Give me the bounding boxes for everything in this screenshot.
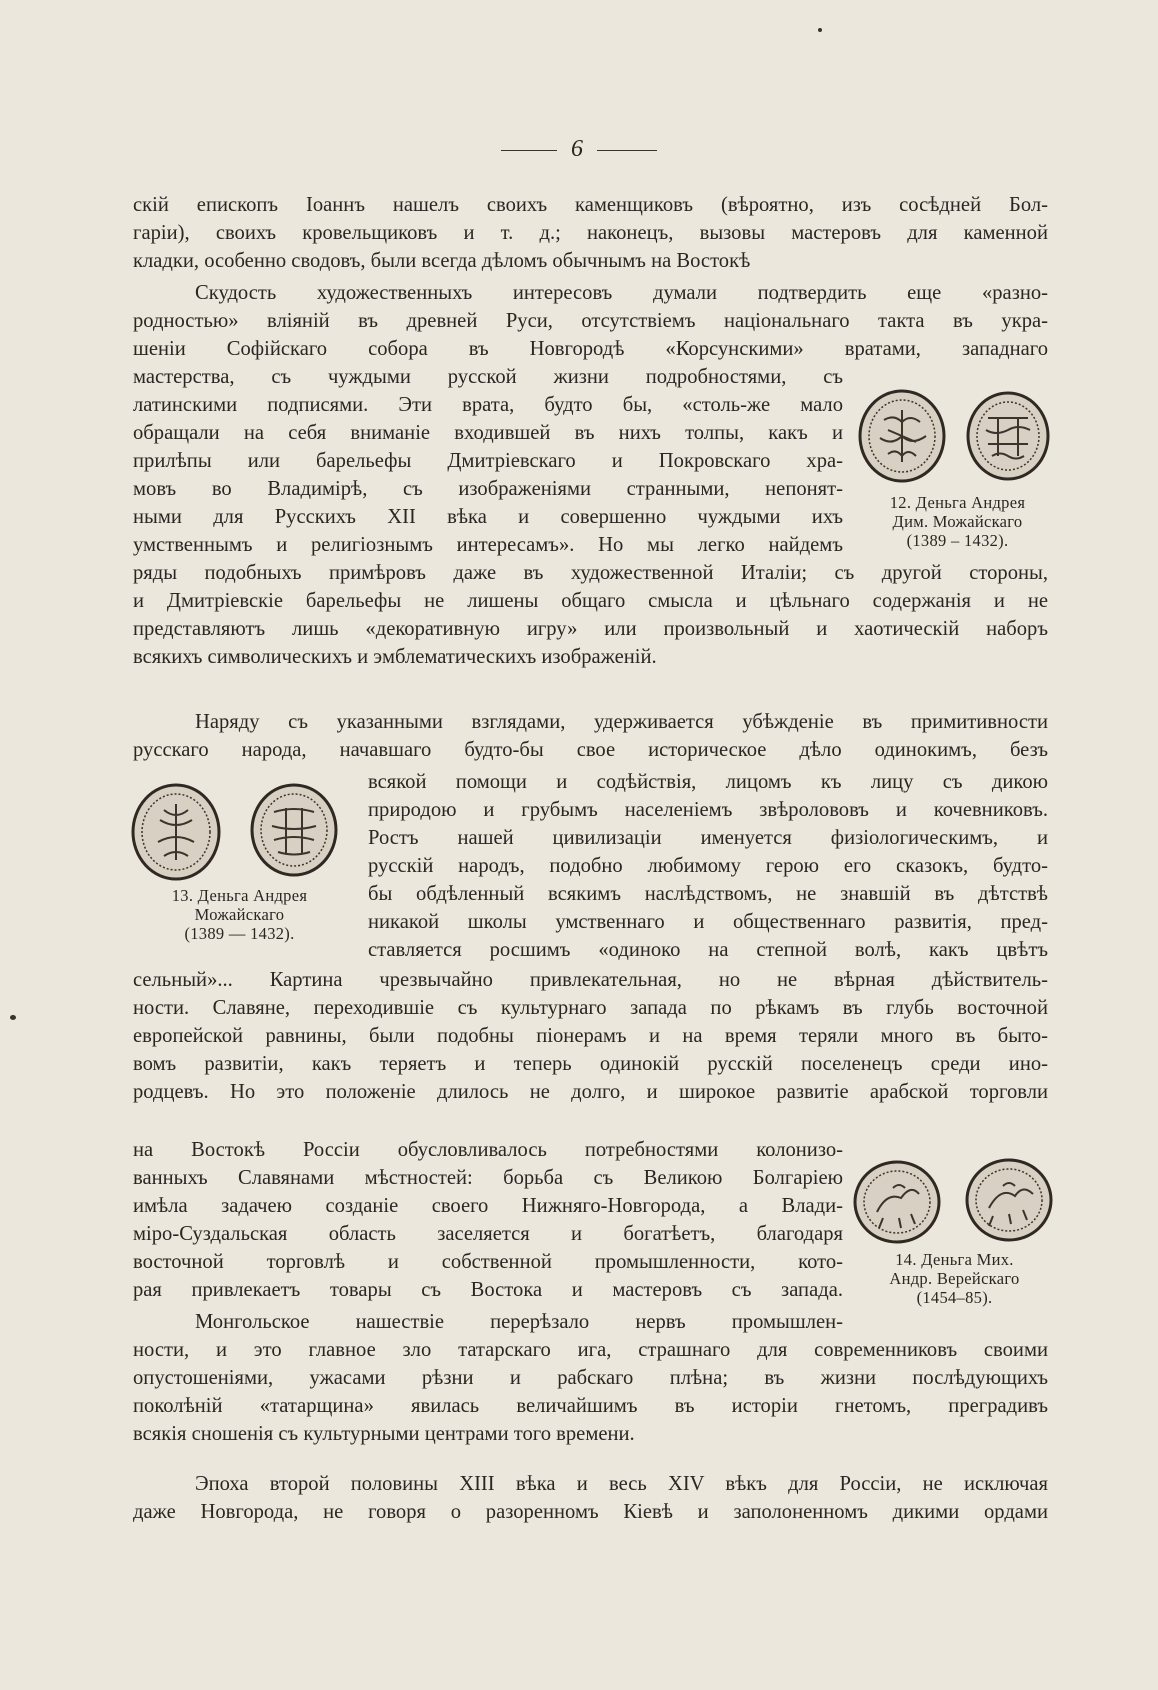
text-line: родностью» вліяній въ древней Руси, отсутствіемъ національнаго такта въ укра- bbox=[133, 310, 1048, 332]
coin-obverse bbox=[133, 785, 219, 879]
caption-line: Дим. Можайскаго bbox=[892, 512, 1023, 531]
figure-12-caption bbox=[855, 493, 1060, 550]
text-line: ности. Славяне, переходившіе съ культурнаго запада по рѣкамъ въ глубь восточной bbox=[133, 997, 1048, 1019]
text-line: ными для Русскихъ XII вѣка и совершенно чуждыми ихъ bbox=[133, 506, 843, 528]
coin-pair-illustration bbox=[130, 782, 342, 882]
figure-13-caption bbox=[132, 886, 347, 943]
caption-line: Можайскаго bbox=[194, 905, 285, 924]
text-line: гаріи), своихъ кровельщиковъ и т. д.; наконецъ, вызовы мастеровъ для каменной bbox=[133, 222, 1048, 244]
page-number bbox=[0, 136, 1158, 163]
text-line: всякія сношенія съ культурными центрами того времени. bbox=[133, 1423, 635, 1445]
text-line: Наряду съ указанными взглядами, удерживается убѣжденіе въ примитивности bbox=[195, 711, 1048, 733]
coin-obverse bbox=[860, 391, 944, 481]
text-line: обращали на себя вниманіе входившей въ нихъ толпы, какъ и bbox=[133, 422, 843, 444]
text-line: европейской равнины, были подобны піонерамъ и на время теряли много въ быто- bbox=[133, 1025, 1048, 1047]
text-line: латинскими подписями. Эти врата, будто бы, «столь-же мало bbox=[133, 394, 843, 416]
text-line: рая привлекаетъ товары съ Востока и мастеровъ съ запада. bbox=[133, 1279, 843, 1301]
ink-speck bbox=[10, 1015, 16, 1020]
text-line: ряды подобныхъ примѣровъ даже въ художественной Италіи; съ другой стороны, bbox=[133, 562, 1048, 584]
text-line: природою и грубымъ населеніемъ звѣролововъ и кочевниковъ. bbox=[368, 799, 1048, 821]
text-line: Эпоха второй половины XIII вѣка и весь XIV вѣкъ для Россіи, не исключая bbox=[195, 1473, 1048, 1495]
text-line: ности, и это главное зло татарскаго ига, страшнаго для современниковъ своими bbox=[133, 1339, 1048, 1361]
text-line: прилѣпы или барельефы Дмитріевскаго и Покровскаго хра- bbox=[133, 450, 843, 472]
text-line: Ростъ нашей цивилизаціи именуется физіологическимъ, и bbox=[368, 827, 1048, 849]
text-line: скій епископъ Іоаннъ нашелъ своихъ каменщиковъ (вѣроятно, изъ сосѣдней Бол- bbox=[133, 194, 1048, 216]
text-line: русскаго народа, начавшаго будто-бы свое историческое дѣло одинокимъ, безъ bbox=[133, 739, 1048, 761]
text-line: поколѣній «татарщина» явилась величайшимъ въ исторіи гнетомъ, преградивъ bbox=[133, 1395, 1048, 1417]
text-line: сельный»... Картина чрезвычайно привлекательная, но не вѣрная дѣйствитель- bbox=[133, 969, 1048, 991]
text-line: міро-Суздальская область заселяется и богатѣетъ, благодаря bbox=[133, 1223, 843, 1245]
page-number-rule-left bbox=[501, 150, 557, 151]
caption-line: 13. Деньга Андрея bbox=[171, 886, 308, 905]
text-line: никакой школы умственнаго и общественнаго развитія, пред- bbox=[368, 911, 1048, 933]
text-line: восточной торговлѣ и собственной промышленности, кото- bbox=[133, 1251, 843, 1273]
caption-line: Андр. Верейскаго bbox=[889, 1269, 1020, 1288]
caption-line: (1389 — 1432). bbox=[184, 924, 295, 943]
figure-14-caption bbox=[852, 1250, 1057, 1307]
coin-reverse bbox=[967, 1160, 1051, 1240]
coin-reverse bbox=[252, 785, 336, 875]
ink-speck bbox=[818, 28, 822, 32]
text-line: даже Новгорода, не говоря о разоренномъ Кіевѣ и заполоненномъ дикими ордами bbox=[133, 1501, 1048, 1523]
text-line: и Дмитріевскіе барельефы не лишены общаго смысла и цѣльнаго содержанія и не bbox=[133, 590, 1048, 612]
caption-line: 12. Деньга Андрея bbox=[889, 493, 1026, 512]
figure-14-coins bbox=[853, 1158, 1053, 1244]
text-line: русскій народъ, подобно любимому герою его сказокъ, будто- bbox=[368, 855, 1048, 877]
caption-line: (1454–85). bbox=[916, 1288, 993, 1307]
text-line: умственнымъ и религіознымъ интересамъ». Но мы легко найдемъ bbox=[133, 534, 843, 556]
text-line: бы обдѣленный всякимъ наслѣдствомъ, не знавшій въ дѣтствѣ bbox=[368, 883, 1048, 905]
text-line: ванныхъ Славянами мѣстностей: борьба съ Великою Болгаріею bbox=[133, 1167, 843, 1189]
text-line: Монгольское нашествіе перерѣзало нервъ промышлен- bbox=[195, 1311, 843, 1333]
text-line: вомъ развитіи, какъ теряетъ и теперь одинокій русскій поселенецъ среди ино- bbox=[133, 1053, 1048, 1075]
text-line: мастерства, съ чуждыми русской жизни подробностями, съ bbox=[133, 366, 843, 388]
text-line: на Востокѣ Россіи обусловливалось потребностями колонизо- bbox=[133, 1139, 843, 1161]
text-line: Скудость художественныхъ интересовъ думали подтвердить еще «разно- bbox=[195, 282, 1048, 304]
coin-pair-illustration bbox=[858, 386, 1054, 486]
text-line: родцевъ. Но это положеніе длилось не долго, и широкое развитіе арабской торговли bbox=[133, 1081, 1048, 1103]
text-line: кладки, особенно сводовъ, были всегда дѣломъ обычнымъ на Востокѣ bbox=[133, 250, 751, 272]
coin-obverse bbox=[855, 1162, 939, 1242]
text-line: шеніи Софійскаго собора въ Новгородѣ «Корсунскими» вратами, западнаго bbox=[133, 338, 1048, 360]
text-line: представляютъ лишь «декоративную игру» или произвольный и хаотическій наборъ bbox=[133, 618, 1048, 640]
coin-reverse bbox=[968, 393, 1048, 479]
caption-line: (1389 – 1432). bbox=[906, 531, 1009, 550]
figure-13-coins bbox=[130, 782, 342, 882]
text-line: ставляется росшимъ «одиноко на степной волѣ, какъ цвѣтъ bbox=[368, 939, 1048, 961]
figure-12-coins bbox=[858, 386, 1054, 486]
text-line: всякой помощи и содѣйствія, лицомъ къ лицу съ дикою bbox=[368, 771, 1048, 793]
text-line: мовъ во Владимірѣ, съ изображеніями странными, непонят- bbox=[133, 478, 843, 500]
page-number-rule-right bbox=[597, 150, 657, 151]
coin-pair-illustration bbox=[853, 1158, 1053, 1244]
text-line: всякихъ символическихъ и эмблематическихъ изображеній. bbox=[133, 646, 657, 668]
caption-line: 14. Деньга Мих. bbox=[895, 1250, 1014, 1269]
text-line: опустошеніями, ужасами рѣзни и рабскаго плѣна; въ жизни послѣдующихъ bbox=[133, 1367, 1048, 1389]
text-line: имѣла задачею созданіе своего Нижняго-Новгорода, а Влади- bbox=[133, 1195, 843, 1217]
page-number-text: 6 bbox=[571, 136, 583, 162]
